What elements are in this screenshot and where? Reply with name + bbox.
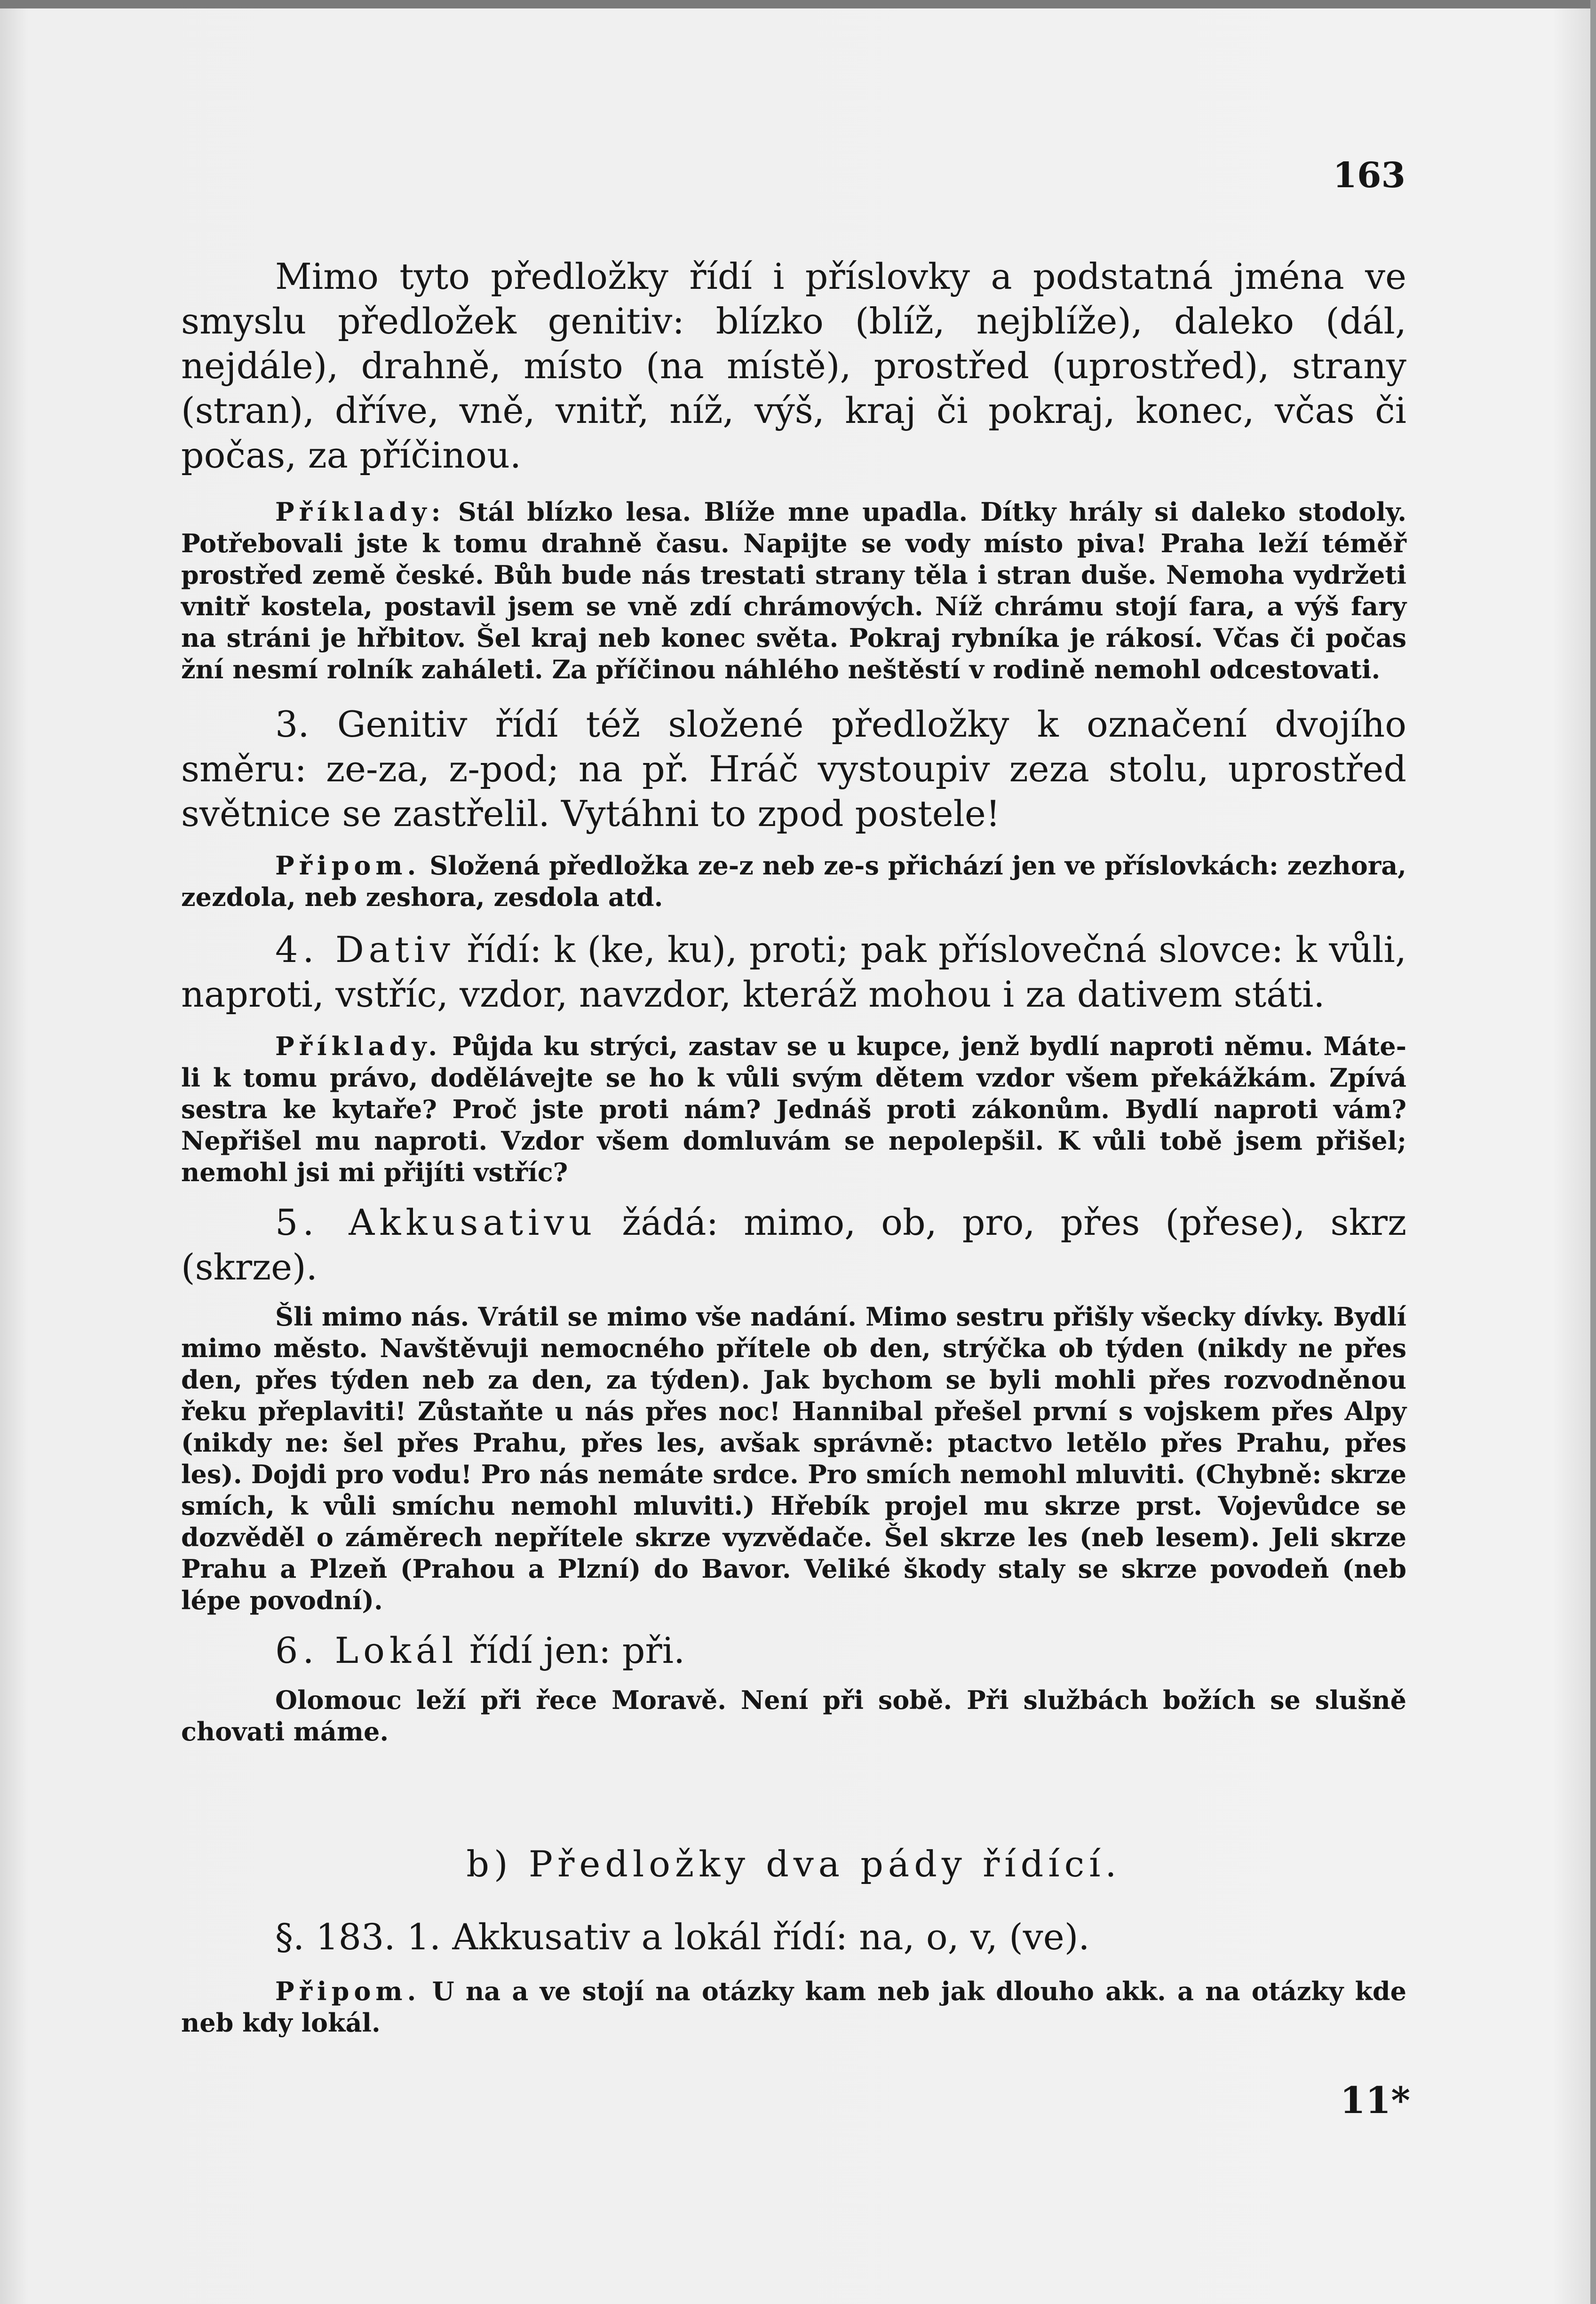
section-heading-b: b) Předložky dva pády řídící. <box>466 1843 1121 1885</box>
examples-dative-text: Půjda ku strýci, zastav se u kupce, jenž bydlí naproti němu. Máte-li k tomu právo, dodělávejte se ho k vůli svým dětem vzdor všem překážkám. Zpívá sestra ke kytaře? Proč jste proti nám? Jednáš proti zákonům. Bydlí naproti vám? Nepřišel mu naproti. Vzdor všem domluvám se nepolepšil. K vůli tobě jsem přišel; nemohl jsi mi přijíti vstříc? <box>181 1031 1406 1187</box>
note-183-text: U na a ve stojí na otázky kam neb jak dlouho akk. a na otázky kde neb kdy lokál. <box>181 1976 1406 2038</box>
scan-top-edge <box>0 0 1596 8</box>
note-183 <box>181 1976 1406 2039</box>
paragraph-4-dative <box>181 927 1406 1017</box>
paragraph-prepositions-genitive: Mimo tyto předložky řídí i příslovky a podstatná jména ve smyslu předložek genitiv: blízko (blíž, nejblíže), daleko (dál, nejdále), drahně, místo (na místě), prostřed (uprostřed), strany (stran), dříve, vně, vnitř, níž, výš, kraj či pokraj, konec, včas či počas, za příčinou. <box>181 255 1406 476</box>
scan-right-edge <box>1590 0 1596 2304</box>
locative-heading: 6. Lokál <box>275 1629 458 1671</box>
examples-genitive <box>181 496 1406 685</box>
paragraph-3-genitive-compound: 3. Genitiv řídí též složené předložky k označení dvojího směru: ze-za, z-pod; na př. Hráč vystoupiv zeza stolu, uprostřed světnice se zastřelil. Vytáhni to zpod postele! <box>181 703 1406 834</box>
accusative-text: žádá: mimo, ob, pro, přes (přese), skrz (skrze). <box>181 1201 1406 1288</box>
dative-text: řídí: k (ke, ku), proti; pak příslovečná slovce: k vůli, naproti, vstříc, vzdor, navzdor, kteráž mohou i za dativem státi. <box>181 929 1406 1015</box>
text-column <box>181 254 1406 2039</box>
page-number: 163 <box>1333 155 1405 196</box>
examples-locative: Olomouc leží při řece Moravě. Není při sobě. Při službách božích se slušně chovati máme. <box>181 1685 1406 1747</box>
note-183-label: Připom. <box>275 1976 421 2006</box>
accusative-heading: 5. Akkusativu <box>275 1201 597 1243</box>
paragraph-5-accusative <box>181 1200 1406 1289</box>
paragraph-183: §. 183. 1. Akkusativ a lokál řídí: na, o, v, (ve). <box>275 1916 1090 1958</box>
paragraph-6-locative <box>181 1628 1406 1673</box>
note-text: Složená předložka ze-z neb ze-s přichází jen ve příslovkách: zezhora, zezdola, neb zeshora, zesdola atd. <box>181 850 1406 912</box>
note-compound <box>181 850 1406 913</box>
examples-label: Příklady: <box>275 497 445 527</box>
signature-mark: 11* <box>1340 2079 1410 2122</box>
examples-accusative: Šli mimo nás. Vrátil se mimo vše nadání. Mimo sestru přišly všecky dívky. Bydlí mimo město. Navštěvuji nemocného přítele ob den, strýčka ob týden (nikdy ne přes den, přes týden neb za den, za týden). Jak bychom se byli mohli přes rozvodněnou řeku přeplaviti! Zůstaňte u nás přes noc! Hannibal přešel první s vojskem přes Alpy (nikdy ne: šel přes Prahu, přes les, avšak správně: ptactvo letělo přes Prahu, přes les). Dojdi pro vodu! Pro nás nemáte srdce. Pro smích nemohl mluviti. (Chybně: skrze smích, k vůli smíchu nemohl mluviti.) Hřebík projel mu skrze prst. Vojevůdce se dozvěděl o záměrech nepřítele skrze vyzvědače. Šel skrze les (neb lesem). Jeli skrze Prahu a Plzeň (Prahou a Plzní) do Bavor. Veliké škody staly se skrze povodeň (neb lépe povodní). <box>181 1302 1406 1615</box>
dative-heading: 4. Dativ <box>275 929 455 970</box>
note-label: Připom. <box>275 850 421 881</box>
examples-text: Stál blízko lesa. Blíže mne upadla. Dítky hrály si daleko stodoly. Potřebovali jste k tomu drahně času. Napijte se vody místo piva! Praha leží téměř prostřed země české. Bůh bude nás trestati strany těla i stran duše. Nemoha vydržeti vnitř kostela, postavil jsem se vně zdí chrámových. Níž chrámu stojí fara, a výš fary na stráni je hřbitov. Šel kraj neb konec světa. Pokraj rybníka je rákosí. Včas či počas žní nesmí rolník zaháleti. Za příčinou náhlého neštěstí v rodině nemohl odcestovati. <box>181 497 1406 684</box>
locative-text: řídí jen: při. <box>469 1629 685 1671</box>
examples-dative <box>181 1031 1406 1188</box>
examples-dative-label: Příklady. <box>275 1031 442 1061</box>
